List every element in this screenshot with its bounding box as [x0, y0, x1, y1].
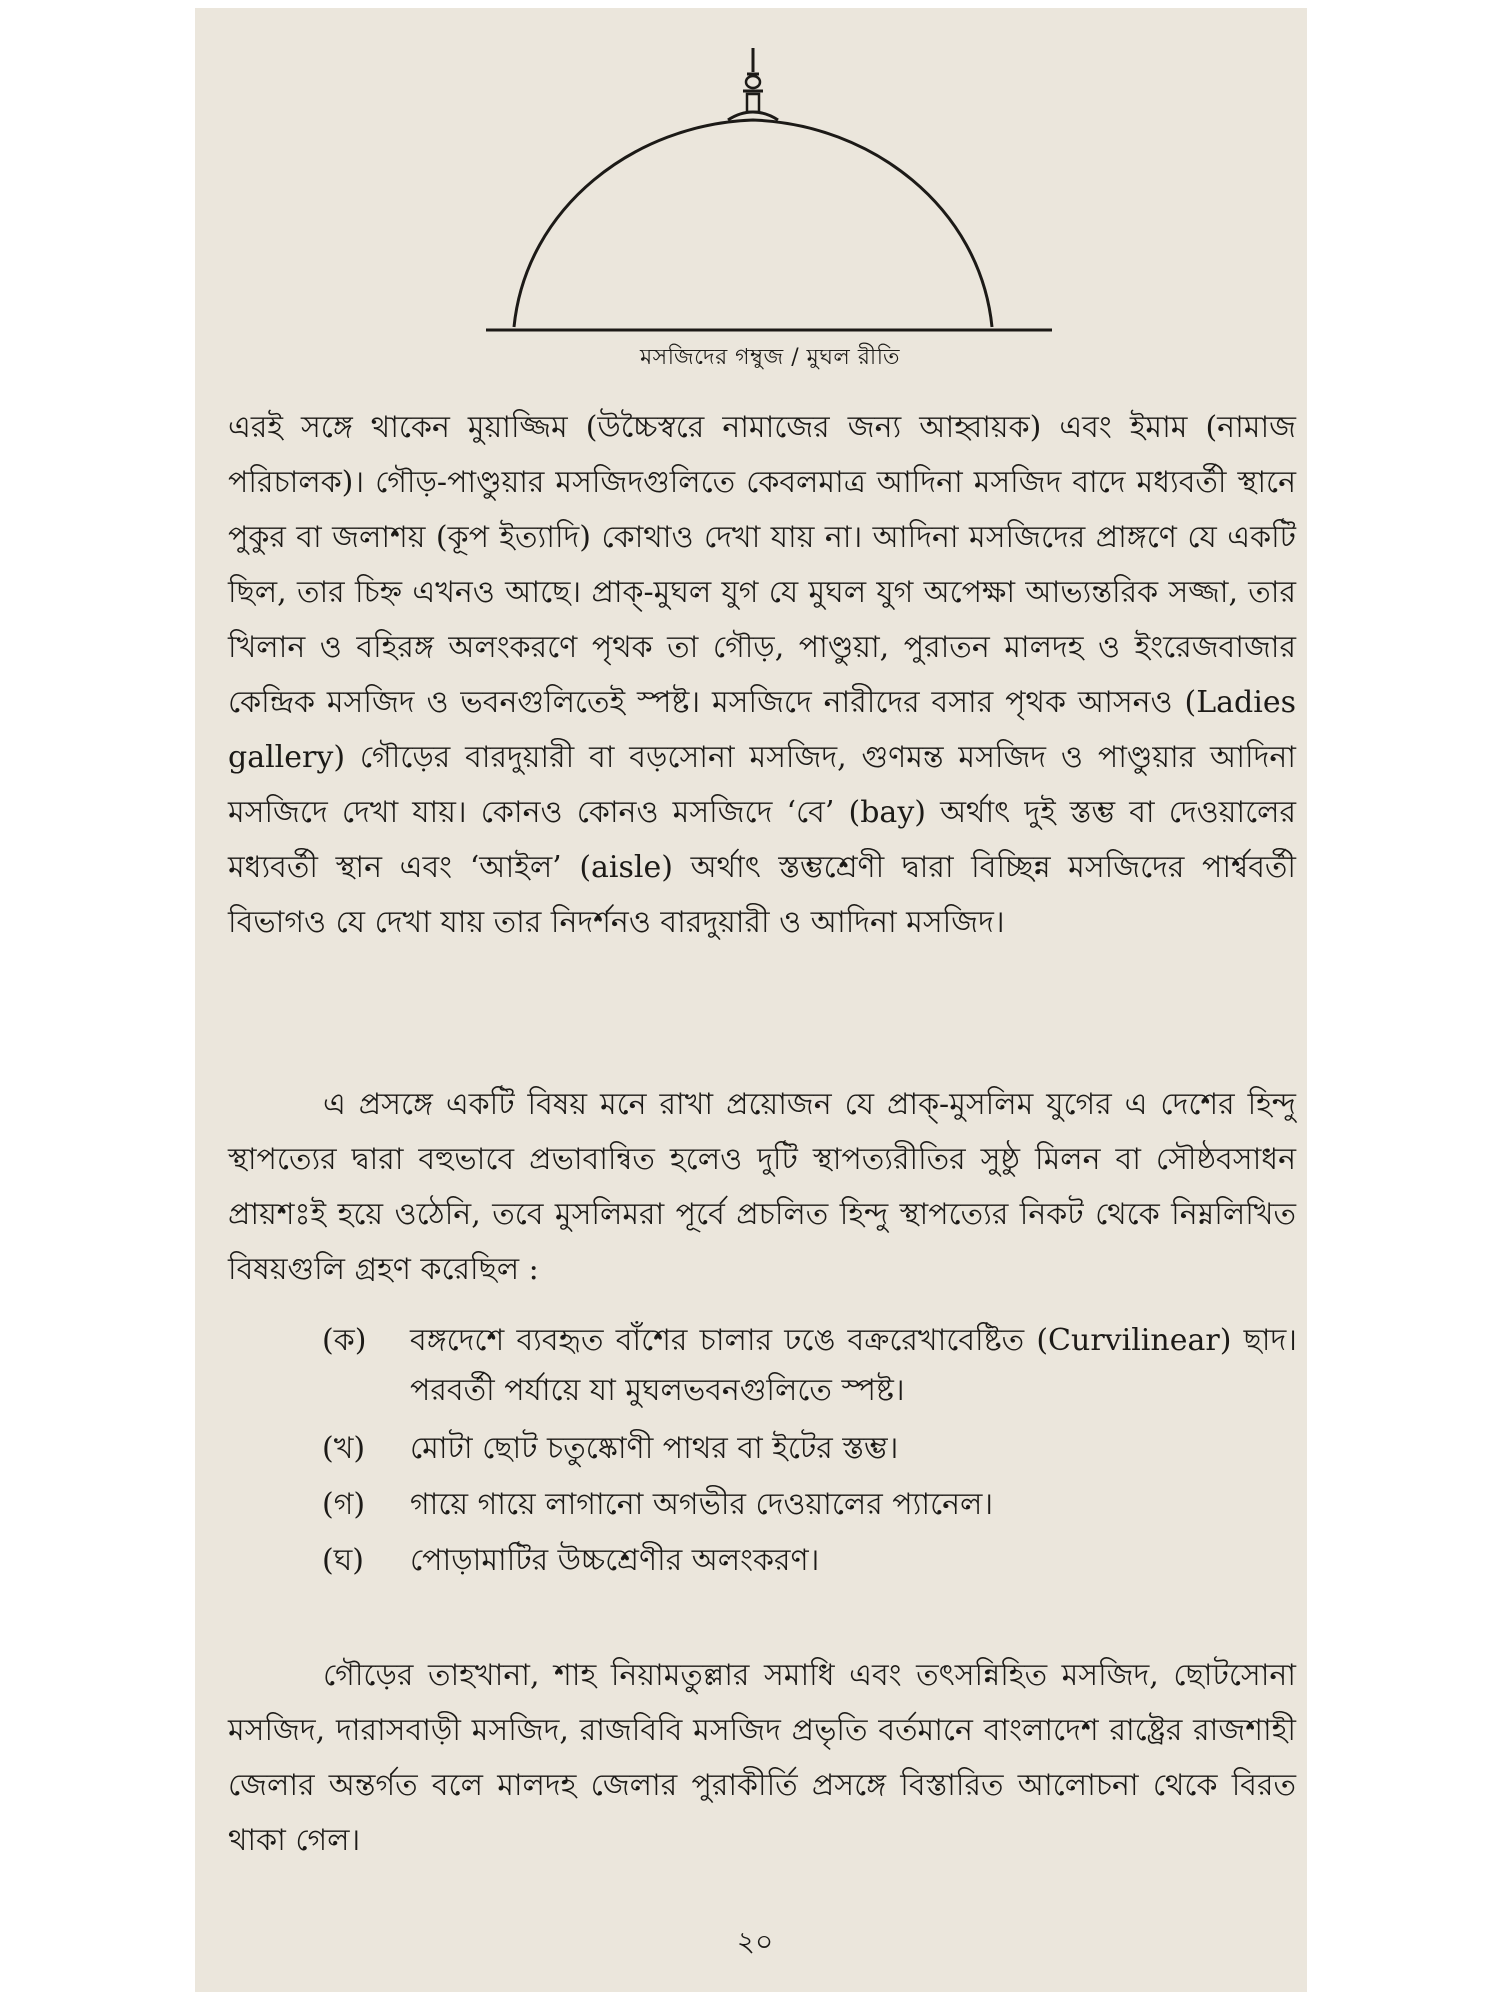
paragraph-bangladesh-monuments: গৌড়ের তাহখানা, শাহ নিয়ামতুল্লার সমাধি এবং তৎসন্নিহিত মসজিদ, ছোটসোনা মসজিদ, দারাসবাড়ী মসজিদ, রাজবিবি মসজিদ প্রভৃতি বর্তমানে বাংলাদেশ রাষ্ট্রের রাজশাহী জেলার অন্তর্গত বলে মালদহ জেলার পুরাকীর্তি প্রসঙ্গে বিস্তারিত আলোচনা থেকে বিরত থাকা গেল।: [228, 1658, 1296, 1858]
list-marker: (গ): [322, 1487, 366, 1522]
list-marker: (ঘ): [322, 1543, 364, 1578]
list-item-text: পোড়ামাটির উচ্চশ্রেণীর অলংকরণ।: [410, 1543, 820, 1578]
list-item-text: বঙ্গদেশে ব্যবহৃত বাঁশের চালার ঢঙে বক্ররেখাবেষ্টিত (Curvilinear) ছাদ। পরবর্তী পর্যায়ে যা মুঘলভবনগুলিতে স্পষ্ট।: [410, 1323, 1297, 1408]
dome-drawing: [470, 42, 1070, 342]
dome-outline: [514, 120, 992, 327]
paragraph-mosque-features: এরই সঙ্গে থাকেন মুয়াজ্জিম (উচ্চৈস্বরে নামাজের জন্য আহ্বায়ক) এবং ইমাম (নামাজ পরিচালক)। গৌড়-পাণ্ডুয়ার মসজিদগুলিতে কেবলমাত্র আদিনা মসজিদ বাদে মধ্যবর্তী স্থানে পুকুর বা জলাশয় (কূপ ইত্যাদি) কোথাও দেখা যায় না। আদিনা মসজিদের প্রাঙ্গণে যে একটি ছিল, তার চিহ্ন এখনও আছে। প্রাক্-মুঘল যুগ যে মুঘল যুগ অপেক্ষা আভ্যন্তরিক সজ্জা, তার খিলান ও বহিরঙ্গ অলংকরণে পৃথক তা গৌড়, পাণ্ডুয়া, পুরাতন মালদহ ও ইংরেজবাজার কেন্দ্রিক মসজিদ ও ভবনগুলিতেই স্পষ্ট। মসজিদে নারীদের বসার পৃথক আসনও (Ladies gallery) গৌড়ের বারদুয়ারী বা বড়সোনা মসজিদ, গুণমন্ত মসজিদ ও পাণ্ডুয়ার আদিনা মসজিদে দেখা যায়। কোনও কোনও মসজিদে ‘বে’ (bay) অর্থাৎ দুই স্তম্ভ বা দেওয়ালের মধ্যবর্তী স্থান এবং ‘আইল’ (aisle) অর্থাৎ স্তম্ভশ্রেণী দ্বারা বিচ্ছিন্ন মসজিদের পার্শ্ববর্তী বিভাগও যে দেখা যায় তার নিদর্শনও বারদুয়ারী ও আদিনা মসজিদ।: [228, 410, 1296, 940]
list-item-text: গায়ে গায়ে লাগানো অগভীর দেওয়ালের প্যানেল।: [410, 1487, 994, 1522]
mosque-dome-icon: [470, 42, 1070, 342]
list-item: [322, 1480, 1297, 1530]
list-marker: (ক): [322, 1323, 367, 1358]
list-marker: (খ): [322, 1431, 366, 1466]
paragraph-hindu-influence: এ প্রসঙ্গে একটি বিষয় মনে রাখা প্রয়োজন যে প্রাক্-মুসলিম যুগের এ দেশের হিন্দু স্থাপত্যের দ্বারা বহুভাবে প্রভাবান্বিত হলেও দুটি স্থাপত্যরীতির সুষ্ঠু মিলন বা সৌষ্ঠবসাধন প্রায়শঃই হয়ে ওঠেনি, তবে মুসলিমরা পূর্বে প্রচলিত হিন্দু স্থাপত্যের নিকট থেকে নিম্নলিখিত বিষয়গুলি গ্রহণ করেছিল :: [228, 1087, 1296, 1287]
finial-stem: [747, 94, 759, 112]
finial-bulb: [746, 76, 760, 88]
list-item-text: মোটা ছোট চতুষ্কোণী পাথর বা ইটের স্তম্ভ।: [410, 1431, 899, 1466]
page-number: ২০: [736, 1925, 774, 1958]
figure-caption: মসজিদের গম্বুজ / মুঘল রীতি: [639, 345, 901, 370]
list-item: [322, 1424, 1297, 1474]
list-item: [322, 1316, 1297, 1416]
list-item: [322, 1536, 1297, 1586]
adopted-elements-list: [322, 1316, 1297, 1586]
